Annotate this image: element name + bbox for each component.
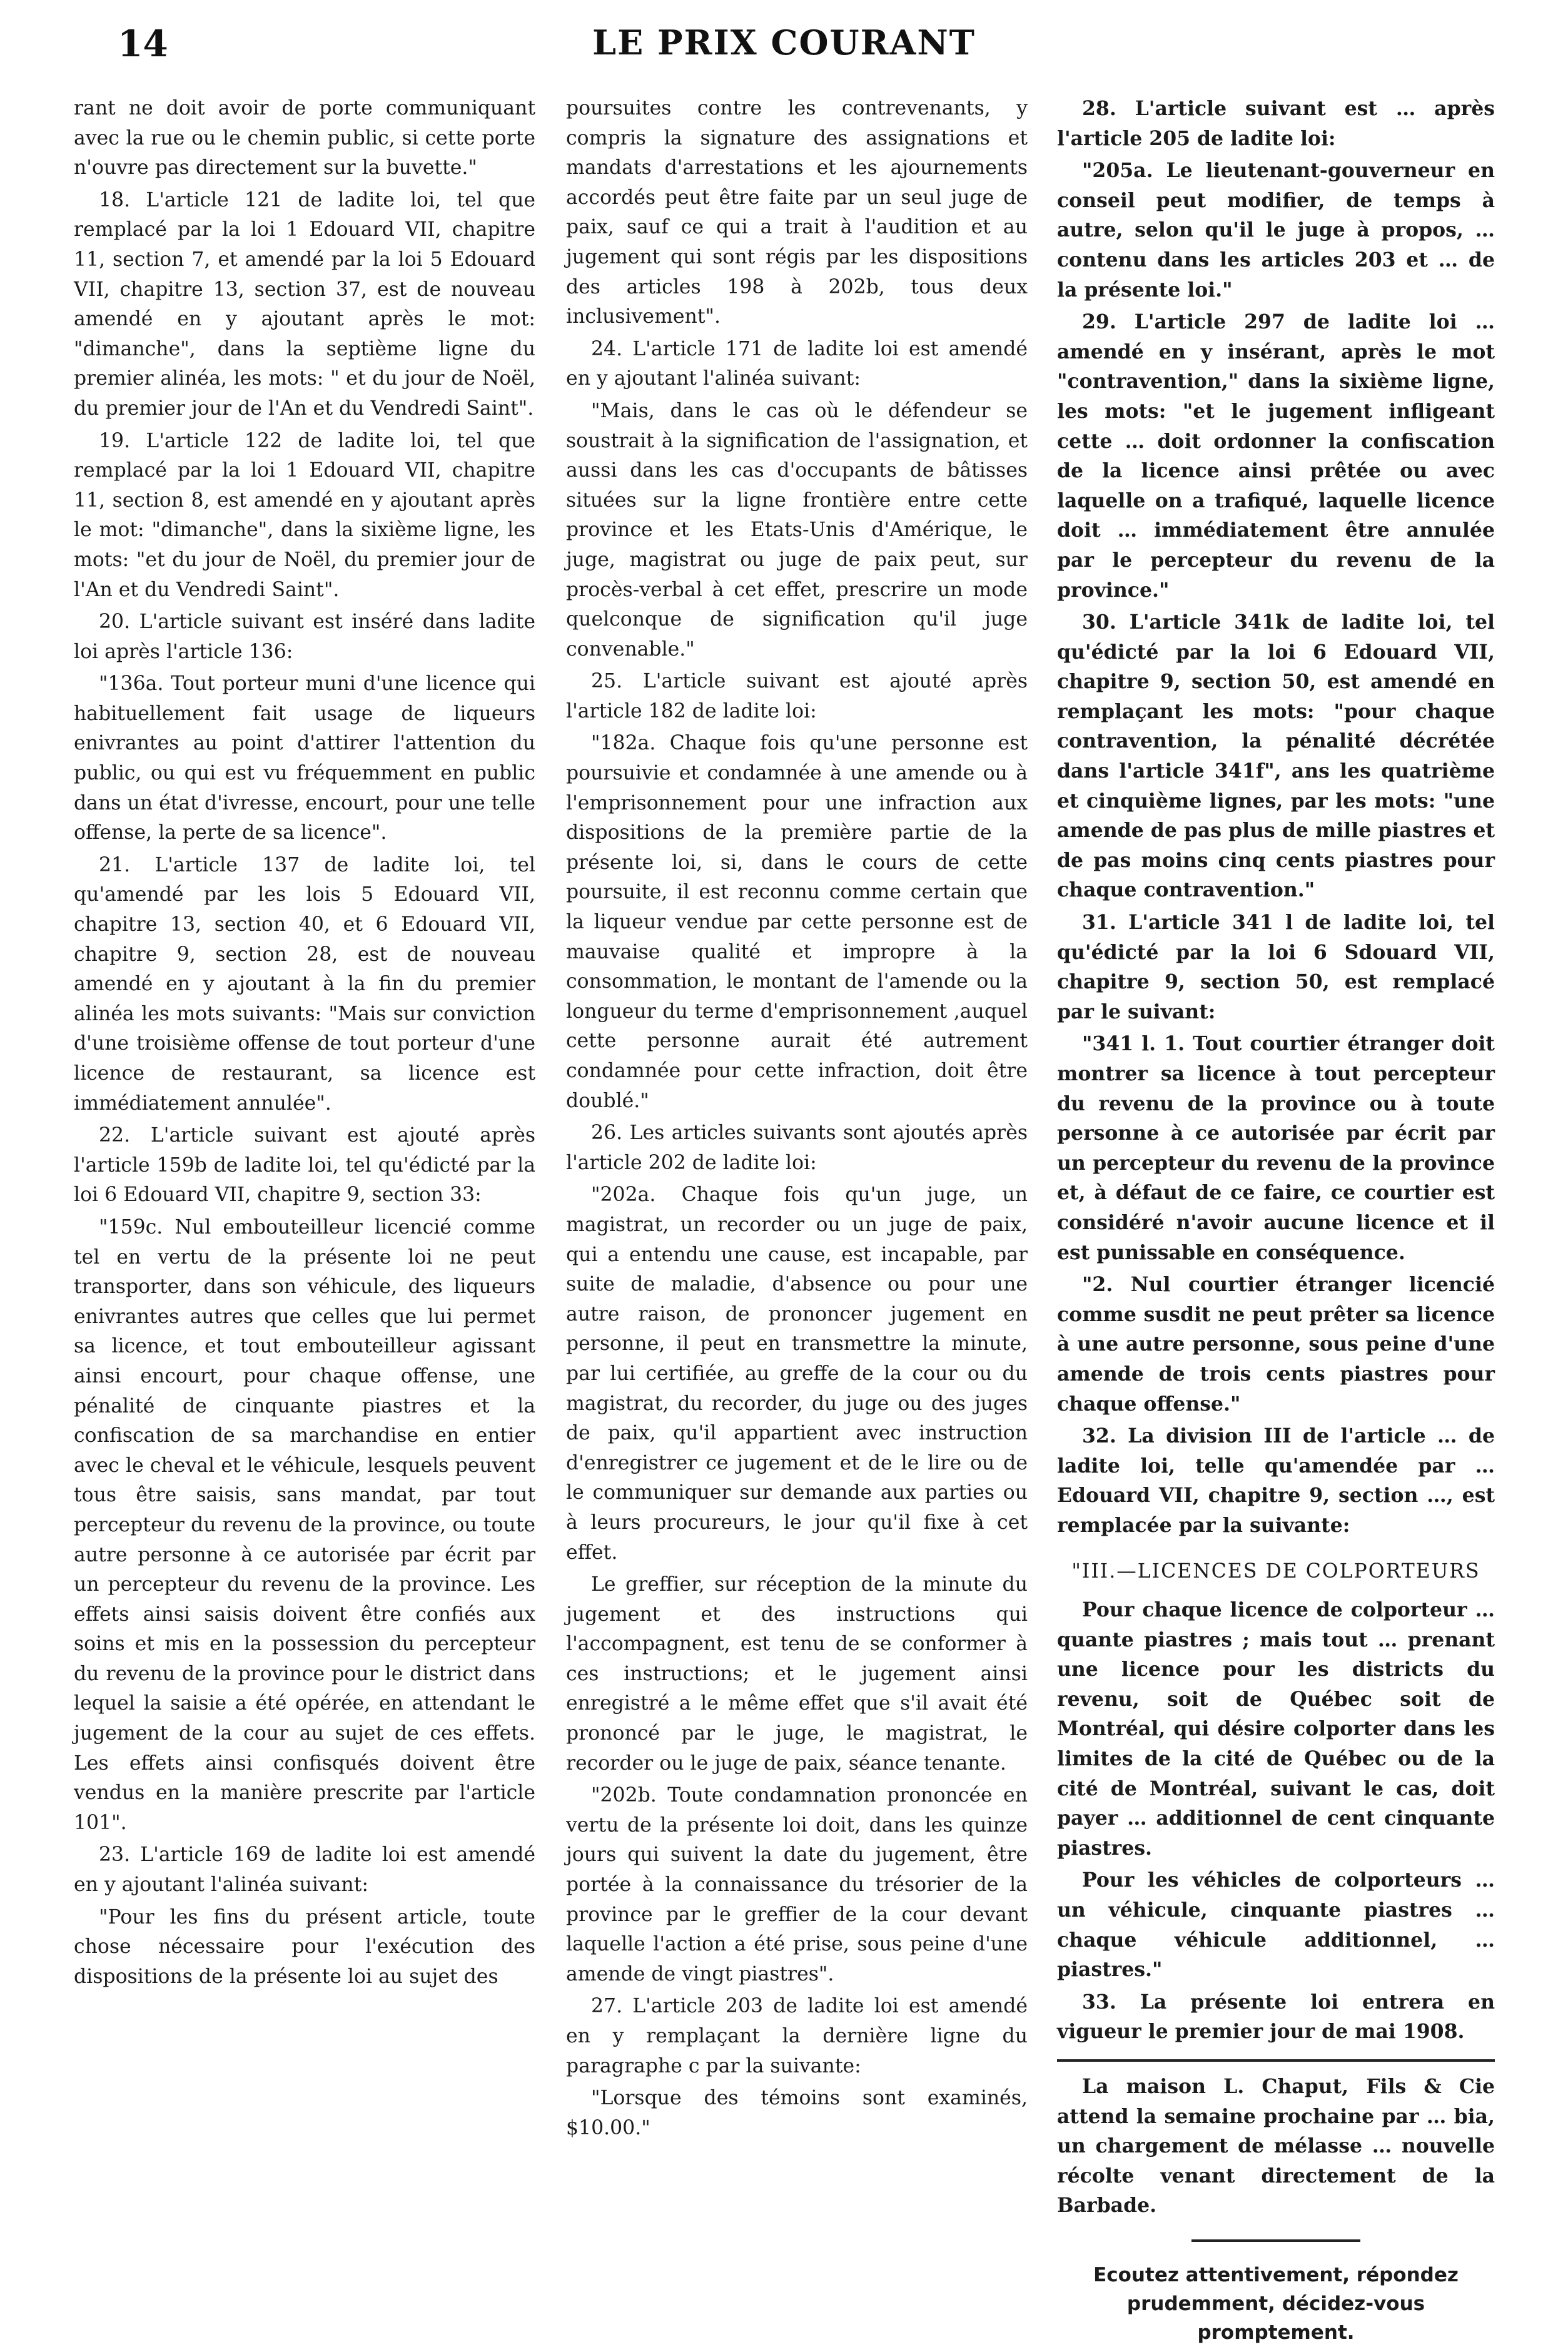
paragraph: "Pour les fins du présent article, toute chose nécessaire pour l'exécution des dispositions de la présente loi au sujet des [74,1905,535,1988]
paragraph: "202b. Toute condamnation prononcée en vertu de la présente loi doit, dans les quinze jours qui suivent la date du jugement, être portée à la connaissance du trésorier de la province par le greffier de la cour devant laquelle l'action a été prise, sous peine d'une amende de vingt piastres". [566,1784,1028,1985]
paragraph: "Mais, dans le cas où le défendeur se soustrait à la signification de l'assignation, et aussi dans les cas d'occupants de bâtisses situées sur la ligne frontière entre cette province et les Etats-Unis d'Amérique, le juge, magistrat ou juge de paix peut, sur procès-verbal à cet effet, prescrire un mode quelconque de signification qu'il juge convenable." [566,399,1028,661]
paragraph: poursuites contre les contrevenants, y compris la signature des assignations et mandats d'arrestations et les ajournements accordés peut être faite par un seul juge de paix, sauf ce qui a trait à l'audition et au jugement qui sont régis par les dispositions des articles 198 à 202b, tous deux inclusivement". [566,97,1028,328]
paragraph: 33. La présente loi entrera en vigueur le premier jour de mai 1908. [1057,1990,1495,2044]
closing-slogan: Ecoutez attentivement, répondez prudemment, décidez-vous promptement. [1093,2263,1459,2344]
column-1 [74,94,535,1994]
divider [1057,2059,1495,2062]
paragraph: "136a. Tout porteur muni d'une licence qui habituellement fait usage de liqueurs enivrantes au point d'attirer l'attention du public, ou qui est vu fréquemment en public dans un état d'ivresse, encourt, pour une telle offense, la perte de sa licence". [74,672,535,844]
page-number: 14 [118,23,168,65]
page-header [69,19,1499,68]
masthead-title: LE PRIX COURANT [592,23,976,63]
paragraph: 21. L'article 137 de ladite loi, tel qu'amendé par les lois 5 Edouard VII, chapitre 13, section 40, et 6 Edouard VII, chapitre 9, section 28, est de nouveau amendé en y ajoutant à la fin du premier alinéa les mots suivants: "Mais sur conviction d'une troisième offense de tout porteur d'une licence de restaurant, sa licence est immédiatement annulée". [74,853,535,1115]
paragraph: 20. L'article suivant est inséré dans ladite loi après l'article 136: [74,611,535,663]
paragraph: Pour les véhicles de colporteurs … un véhicule, cinquante piastres … chaque véhicule additionnel, … piastres." [1057,1868,1495,1982]
paragraph: rant ne doit avoir de porte communiquant avec la rue ou le chemin public, si cette porte n'ouvre pas directement sur la buvette." [74,97,535,180]
paragraph: "205a. Le lieutenant-gouverneur en conseil peut modifier, de temps à autre, selon qu'il le juge à propos, … contenu dans les articles 203 et … de la présente loi." [1057,159,1495,302]
paragraph: "2. Nul courtier étranger licencié comme susdit ne peut prêter sa licence à une autre personne, sous peine d'une amende de trois cents piastres pour chaque offense." [1057,1273,1495,1416]
paragraph: 25. L'article suivant est ajouté après l'article 182 de ladite loi: [566,670,1028,722]
paragraph: 19. L'article 122 de ladite loi, tel que remplacé par la loi 1 Edouard VII, chapitre 11, section 8, est amendé en y ajoutant après le mot: "dimanche", dans la sixième ligne, les mots: "et du jour de Noël, du premier jour de l'An et du Vendredi Saint". [74,429,535,601]
paragraph: 26. Les articles suivants sont ajoutés après l'article 202 de ladite loi: [566,1122,1028,1174]
paragraph: 29. L'article 297 de ladite loi … amendé en y insérant, après le mot "contravention," dans la sixième ligne, les mots: "et le jugement infligeant cette … doit ordonner la confiscation de la licence ainsi prêtée ou avec laquelle on a trafiqué, laquelle licence doit … immédiatement être annulée par le percepteur du revenu de la province." [1057,310,1495,602]
paragraph: "341 l. 1. Tout courtier étranger doit montrer sa licence à tout percepteur du revenu de la province ou à toute personne à ce autorisée par écrit par un percepteur du revenu de la province et, à défaut de ce faire, ce courtier est considéré n'avoir aucune licence et il est punissable en conséquence. [1057,1032,1495,1264]
paragraph: 32. La division III de l'article … de ladite loi, telle qu'amendée par … Edouard VII, chapitre 9, section …, est remplacée par la suivante: [1057,1424,1495,1537]
column-2 [566,94,1028,2146]
paragraph: 24. L'article 171 de ladite loi est amendé en y ajoutant l'alinéa suivant: [566,337,1028,390]
paragraph: 28. L'article suivant est … après l'article 205 de ladite loi: [1057,97,1495,150]
paragraph: 31. L'article 341 l de ladite loi, tel qu'édicté par la loi 6 Sdouard VII, chapitre 9, section 50, est remplacé par le suivant: [1057,911,1495,1023]
paragraph: Le greffier, sur réception de la minute du jugement et des instructions qui l'accompagnent, est tenu de se conformer à ces instructions; et le jugement ainsi enregistré a le même effet que s'il avait été prononcé par le juge, le magistrat, le recorder ou le juge de paix, séance tenante. [566,1573,1028,1775]
paragraph: 18. L'article 121 de ladite loi, tel que remplacé par la loi 1 Edouard VII, chapitre 11, section 7, et amendé par la loi 5 Edouard VII, chapitre 13, section 37, est de nouveau amendé en y ajoutant après le mot: "dimanche", dans la septième ligne du premier alinéa, les mots: " et du jour de Noël, du premier jour de l'An et du Vendredi Saint". [74,188,535,420]
column-3 [1057,94,1495,2347]
paragraph: Pour chaque licence de colporteur … quante piastres ; mais tout … prenant une licence pour les districts du revenu, soit de Québec soit de Montréal, qui désire colporter dans les limites de la cité de Québec ou de la cité de Montréal, suivant le cas, doit payer … additionnel de cent cinquante piastres. [1057,1598,1495,1860]
paragraph: "182a. Chaque fois qu'une personne est poursuivie et condamnée à une amende ou à l'emprisonnement pour une infraction aux dispositions de la première partie de la présente loi, si, dans le cours de cette poursuite, il est reconnu comme certain que la liqueur vendue par cette personne est de mauvaise qualité et impropre à la consommation, le montant de l'amende ou la longueur du terme d'emprisonnement ,auquel cette personne aurait été autrement condamnée pour cette infraction, doit être doublé." [566,732,1028,1112]
paragraph: "202a. Chaque fois qu'un juge, un magistrat, un recorder ou un juge de paix, qui a entendu une cause, est incapable, par suite de maladie, d'absence ou pour une autre raison, de prononcer jugement en personne, il peut en transmettre la minute, par lui certifiée, au greffe de la cour ou du magistrat, du recorder, du juge ou des juges de paix, qu'il appartient avec instruction d'enregistrer ce jugement et de le lire ou de le communiquer sur demande aux parties ou à leurs procureurs, le jour qu'il fixe à cet effet. [566,1184,1028,1564]
paragraph: 23. L'article 169 de ladite loi est amendé en y ajoutant l'alinéa suivant: [74,1843,535,1897]
paragraph: 22. L'article suivant est ajouté après l'article 159b de ladite loi, tel qu'édicté par la loi 6 Edouard VII, chapitre 9, section 33: [74,1124,535,1207]
paragraph: "159c. Nul embouteilleur licencié comme tel en vertu de la présente loi ne peut transporter, dans son véhicule, des liqueurs enivrantes autres que celles que lui permet sa licence, et tout embouteilleur agissant ainsi encourt, pour chaque offense, une pénalité de cinquante piastres et la confiscation de sa marchandise en entier avec le cheval et le véhicule, lesquels peuvent tous être saisis, sans mandat, par tout percepteur du revenu de la province, ou toute autre personne à ce autorisée par écrit par un percepteur du revenu de la province. Les effets ainsi saisis doivent être confiés aux soins et mis en la possession du percepteur du revenu de la province pour le district dans lequel la saisie a été opérée, en attendant le jugement de la cour au sujet de ces effets. Les effets ainsi confisqués doivent être vendus en la manière prescrite par l'article 101". [74,1215,535,1834]
paragraph: 30. L'article 341k de ladite loi, tel qu'édicté par la loi 6 Edouard VII, chapitre 9, section 50, est amendé en remplaçant les mots: "pour chaque contravention, la pénalité décrétée dans l'article 341f", ans les quatrième et cinquième lignes, par les mots: "une amende de pas plus de mille piastres et de pas moins cinq cents piastres pour chaque contravention." [1057,611,1495,902]
section-heading: "III.—LICENCES DE COLPORTEURS [1071,1559,1480,1583]
paragraph: "Lorsque des témoins sont examinés, $10.00." [566,2087,1028,2139]
paragraph: 27. L'article 203 de ladite loi est amendé en y remplaçant la dernière ligne du paragraphe c par la suivante: [566,1995,1028,2077]
notice-paragraph: La maison L. Chaput, Fils & Cie attend la semaine prochaine par … bia, un chargement de mélasse … nouvelle récolte venant directement de la Barbade. [1057,2075,1495,2218]
divider [1191,2239,1360,2242]
